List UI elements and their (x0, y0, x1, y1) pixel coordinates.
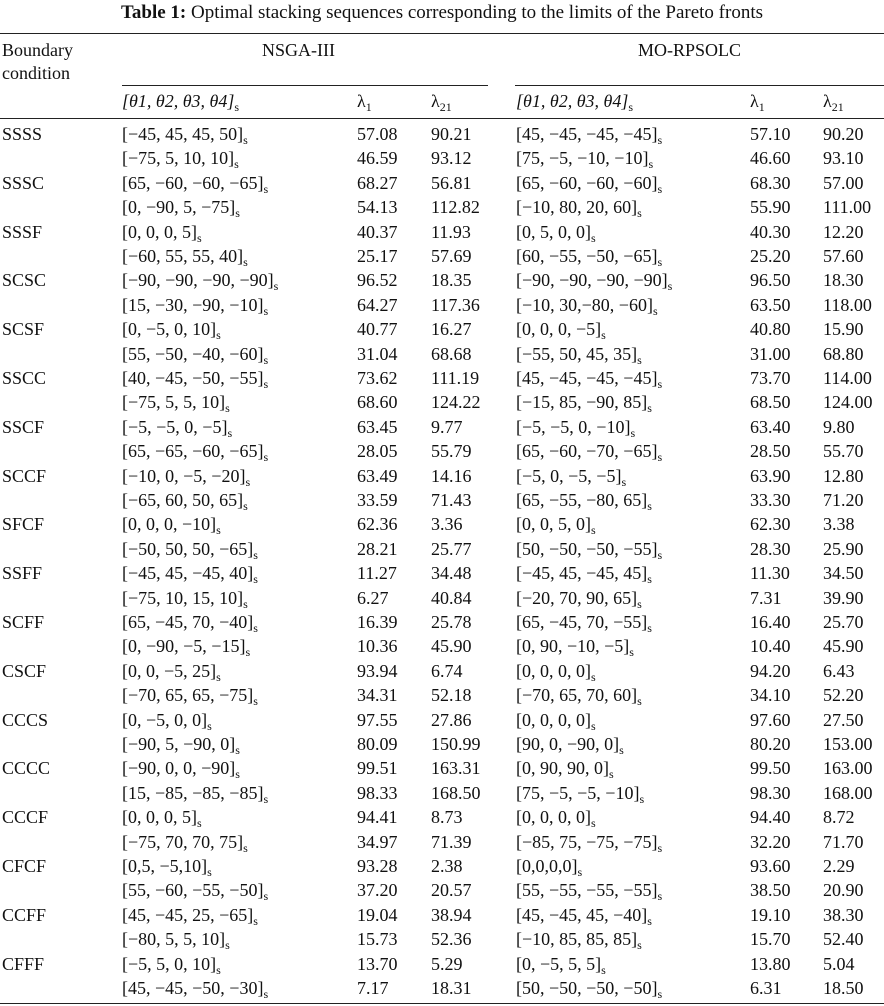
cell-morpsolc-lambda21: 153.00 (823, 734, 873, 754)
cell-morpsolc-lambda21: 118.00 (823, 294, 872, 315)
cell-morpsolc-lambda1: 31.00 (750, 343, 791, 364)
cell-nsga-lambda21: 90.21 (431, 124, 472, 144)
cell-morpsolc-lambda1: 99.50 (750, 758, 791, 779)
cell-morpsolc-lambda1: 28.50 (750, 441, 791, 462)
cell-morpsolc-sequence: [−10, 30,−80, $-60]_s$ (516, 294, 658, 318)
cell-nsga-lambda21: 57.69 (431, 246, 472, 266)
cell-nsga-sequence: [0, 0, 0, $-10]_s$ (122, 514, 221, 538)
cell-boundary: CCFF (2, 904, 47, 925)
cell-morpsolc-lambda21: 18.50 (823, 978, 864, 998)
cell-nsga-lambda21: 27.86 (431, 709, 472, 730)
cell-boundary: CSCF (2, 660, 47, 681)
cell-morpsolc-lambda21: 45.90 (823, 636, 864, 657)
cell-nsga-lambda1: 33.59 (357, 490, 398, 510)
cell-morpsolc-lambda21: 68.80 (823, 343, 864, 364)
cell-morpsolc-lambda1: 80.20 (750, 734, 791, 754)
cell-morpsolc-lambda21: 18.30 (823, 270, 864, 291)
cell-morpsolc-lambda1: 7.31 (750, 587, 782, 608)
cell-nsga-lambda21: 5.29 (431, 953, 463, 974)
cell-nsga-lambda21: 55.79 (431, 441, 472, 462)
cell-boundary: SSSC (2, 172, 45, 193)
cell-morpsolc-lambda1: 40.30 (750, 221, 791, 242)
cell-nsga-sequence: [45, −45, −50, $-30]_s$ (122, 978, 269, 1001)
caption-label: Table 1: (120, 2, 187, 23)
cell-morpsolc-sequence: [−15, 85, −90, $85]_s$ (516, 392, 652, 416)
cell-nsga-lambda1: 68.27 (357, 172, 398, 193)
cell-nsga-lambda21: 14.16 (431, 465, 472, 486)
cell-nsga-lambda1: 31.04 (357, 343, 398, 364)
cell-nsga-lambda1: 28.21 (357, 538, 398, 559)
cell-nsga-sequence: [−70, 65, 65, $-75]_s$ (122, 685, 258, 709)
cell-nsga-sequence: [−50, 50, 50, $-65]_s$ (122, 538, 258, 562)
cell-morpsolc-sequence: [65, −55, −80, $65]_s$ (516, 490, 652, 513)
cell-nsga-lambda21: 150.99 (431, 734, 481, 754)
cell-morpsolc-sequence: $[0,0,0,0]_s$ (516, 856, 583, 879)
cell-nsga-lambda1: 54.13 (357, 197, 398, 218)
cell-morpsolc-lambda1: 63.40 (750, 416, 791, 437)
cell-morpsolc-lambda1: 33.30 (750, 490, 791, 510)
cell-morpsolc-lambda1: 38.50 (750, 880, 791, 901)
cell-nsga-lambda1: 46.59 (357, 148, 398, 169)
cell-nsga-lambda1: 11.27 (357, 563, 397, 584)
cell-nsga-lambda21: 52.36 (431, 929, 472, 950)
cell-nsga-lambda21: 71.43 (431, 490, 472, 510)
cell-boundary: SCSF (2, 319, 45, 340)
bottom-rule (0, 1003, 884, 1004)
cell-morpsolc-sequence: [90, 0, −90, $0]_s$ (516, 734, 624, 757)
cell-morpsolc-lambda21: 38.30 (823, 904, 864, 925)
cell-nsga-sequence: [0, −5, 0, $0]_s$ (122, 709, 212, 733)
cell-morpsolc-lambda1: 25.20 (750, 246, 791, 266)
cell-morpsolc-sequence: [65, −60, −60, $-60]_s$ (516, 172, 663, 196)
header-lambda1-nsga: $\lambda_1$ (357, 91, 372, 114)
cell-nsga-sequence: [−75, 10, 15, $10]_s$ (122, 587, 248, 611)
cell-morpsolc-lambda1: 19.10 (750, 904, 791, 925)
cell-morpsolc-sequence: [0, −5, 5, $5]_s$ (516, 953, 606, 977)
cell-morpsolc-lambda1: 68.50 (750, 392, 791, 413)
header-seq-nsga: [θ1, θ2, θ3, $\theta 4]_s$ (122, 91, 240, 114)
cell-morpsolc-lambda21: 25.90 (823, 538, 864, 559)
cell-morpsolc-sequence: [60, −55, −50, $-65]_s$ (516, 246, 663, 269)
cell-morpsolc-sequence: [−70, 65, 70, $60]_s$ (516, 685, 642, 709)
cell-nsga-lambda21: 6.74 (431, 660, 463, 681)
cell-morpsolc-lambda21: 5.04 (823, 953, 855, 974)
cell-nsga-sequence: [−60, 55, 55, $40]_s$ (122, 246, 248, 269)
cell-nsga-lambda1: 16.39 (357, 612, 398, 632)
cell-morpsolc-lambda21: 15.90 (823, 319, 864, 340)
cell-nsga-lambda21: 3.36 (431, 514, 463, 535)
cell-nsga-sequence: [0, 0, 0, $5]_s$ (122, 807, 202, 831)
cell-boundary: CCCF (2, 807, 49, 828)
cell-morpsolc-sequence: [0, 0, 0, $0]_s$ (516, 709, 596, 733)
cell-morpsolc-lambda1: 96.50 (750, 270, 791, 291)
cell-morpsolc-lambda21: 52.20 (823, 685, 864, 706)
cell-nsga-lambda1: 13.70 (357, 953, 398, 974)
cell-nsga-lambda21: 68.68 (431, 343, 472, 364)
cell-boundary: SFCF (2, 514, 45, 535)
cell-morpsolc-lambda1: 13.80 (750, 953, 791, 974)
cell-morpsolc-lambda1: 63.90 (750, 465, 791, 486)
cell-nsga-lambda1: 28.05 (357, 441, 398, 462)
cell-morpsolc-lambda21: 124.00 (823, 392, 873, 413)
cell-nsga-sequence: [55, −60, −55, $-50]_s$ (122, 880, 269, 904)
cell-morpsolc-lambda21: 55.70 (823, 441, 864, 462)
cell-morpsolc-sequence: [0, 5, 0, $0]_s$ (516, 221, 596, 245)
cell-nsga-lambda1: 25.17 (357, 246, 398, 266)
cell-morpsolc-lambda21: 114.00 (823, 368, 872, 388)
cell-boundary: CCCS (2, 709, 49, 730)
cell-morpsolc-lambda1: 62.30 (750, 514, 791, 535)
cell-nsga-sequence: [−75, 70, 70, $75]_s$ (122, 831, 248, 855)
cell-morpsolc-sequence: [−45, 45, −45, $45]_s$ (516, 563, 652, 587)
group-rule-morpsolc (515, 85, 884, 86)
cell-morpsolc-sequence: [0, 90, −10, $-5]_s$ (516, 636, 634, 660)
cell-nsga-lambda21: 111.19 (431, 368, 480, 388)
header-boundary-line2: condition (2, 63, 70, 83)
cell-nsga-lambda1: 10.36 (357, 636, 398, 657)
cell-nsga-lambda1: 34.97 (357, 831, 398, 852)
cell-morpsolc-lambda21: 20.90 (823, 880, 864, 901)
cell-nsga-sequence: [0, 0, −5, $25]_s$ (122, 660, 221, 684)
cell-morpsolc-lambda1: 55.90 (750, 197, 791, 218)
cell-nsga-lambda1: 40.37 (357, 221, 398, 242)
cell-nsga-lambda1: 57.08 (357, 124, 398, 144)
cell-nsga-sequence: [−80, 5, 5, $10]_s$ (122, 929, 230, 953)
cell-morpsolc-lambda1: 93.60 (750, 856, 791, 876)
cell-nsga-lambda1: 93.28 (357, 856, 398, 876)
cell-nsga-lambda21: 117.36 (431, 294, 480, 315)
cell-morpsolc-sequence: [50, −50, −50, $-55]_s$ (516, 538, 663, 562)
header-rule (0, 118, 884, 119)
header-group-morpsolc: MO-RPSOLC (638, 40, 742, 60)
cell-nsga-lambda21: 168.50 (431, 782, 481, 803)
cell-morpsolc-sequence: [−20, 70, 90, $65]_s$ (516, 587, 642, 611)
cell-morpsolc-sequence: [−10, 80, 20, $60]_s$ (516, 197, 642, 221)
cell-nsga-lambda21: 16.27 (431, 319, 472, 340)
cell-nsga-sequence: [15, −85, −85, $-85]_s$ (122, 782, 269, 806)
cell-nsga-lambda21: 25.78 (431, 612, 472, 632)
cell-nsga-sequence: [65, −60, −60, $-65]_s$ (122, 172, 269, 196)
cell-morpsolc-lambda1: 94.20 (750, 660, 791, 681)
cell-nsga-lambda1: 6.27 (357, 587, 389, 608)
table-caption (0, 2, 884, 24)
cell-morpsolc-lambda21: 90.20 (823, 124, 864, 144)
cell-nsga-sequence: [0, −90, −5, $-15]_s$ (122, 636, 251, 660)
cell-morpsolc-lambda21: 12.80 (823, 465, 864, 486)
cell-morpsolc-lambda21: 27.50 (823, 709, 864, 730)
cell-morpsolc-sequence: [50, −50, −50, $-50]_s$ (516, 978, 663, 1001)
cell-morpsolc-sequence: [45, −45, −45, $-45]_s$ (516, 124, 663, 147)
cell-morpsolc-sequence: [55, −55, −55, $-55]_s$ (516, 880, 663, 904)
cell-morpsolc-lambda1: 46.60 (750, 148, 791, 169)
cell-nsga-sequence: [−75, 5, 10, $10]_s$ (122, 148, 239, 172)
cell-morpsolc-lambda21: 111.00 (823, 197, 872, 218)
cell-morpsolc-lambda1: 15.70 (750, 929, 791, 950)
cell-nsga-lambda1: 96.52 (357, 270, 398, 291)
cell-boundary: SSSF (2, 221, 43, 242)
cell-boundary: SSSS (2, 124, 43, 144)
cell-nsga-sequence: [−90, −90, −90, $-90]_s$ (122, 270, 279, 294)
cell-morpsolc-sequence: [−85, 75, −75, $-75]_s$ (516, 831, 663, 855)
cell-morpsolc-lambda1: 73.70 (750, 368, 791, 388)
cell-morpsolc-lambda21: 2.29 (823, 856, 855, 876)
cell-morpsolc-lambda1: 11.30 (750, 563, 790, 584)
cell-nsga-lambda1: 37.20 (357, 880, 398, 901)
cell-boundary: SCFF (2, 612, 45, 632)
cell-nsga-sequence: [−65, 60, 50, $65]_s$ (122, 490, 248, 513)
cell-nsga-sequence: [−90, 0, 0, $-90]_s$ (122, 758, 240, 782)
cell-nsga-sequence: [−75, 5, 5, $10]_s$ (122, 392, 230, 416)
cell-morpsolc-lambda21: 57.60 (823, 246, 864, 266)
cell-nsga-lambda1: 7.17 (357, 978, 389, 998)
cell-nsga-lambda21: 124.22 (431, 392, 481, 413)
cell-boundary: SSCC (2, 368, 47, 388)
cell-nsga-sequence: [0, −5, 0, $10]_s$ (122, 319, 221, 343)
cell-nsga-lambda21: 40.84 (431, 587, 472, 608)
cell-morpsolc-lambda1: 16.40 (750, 612, 791, 632)
cell-morpsolc-lambda21: 3.38 (823, 514, 855, 535)
cell-nsga-sequence: [−5, 5, 0, $10]_s$ (122, 953, 221, 977)
cell-nsga-lambda1: 63.45 (357, 416, 398, 437)
cell-nsga-lambda1: 98.33 (357, 782, 398, 803)
cell-nsga-lambda21: 52.18 (431, 685, 472, 706)
cell-morpsolc-sequence: [0, 0, 5, $0]_s$ (516, 514, 596, 538)
cell-morpsolc-lambda21: 39.90 (823, 587, 864, 608)
cell-morpsolc-lambda1: 63.50 (750, 294, 791, 315)
cell-nsga-lambda21: 112.82 (431, 197, 480, 218)
cell-nsga-lambda1: 15.73 (357, 929, 398, 950)
cell-boundary: SSFF (2, 563, 43, 584)
cell-boundary: SCCF (2, 465, 47, 486)
cell-nsga-lambda21: 45.90 (431, 636, 472, 657)
cell-nsga-sequence: [−5, −5, 0, $-5]_s$ (122, 416, 233, 440)
header-boundary-line1: Boundary (2, 40, 73, 60)
caption-text: Optimal stacking sequences corresponding to the limits of the Pareto fronts (191, 2, 764, 23)
cell-nsga-lambda21: 71.39 (431, 831, 472, 852)
cell-nsga-lambda21: 25.77 (431, 538, 472, 559)
cell-morpsolc-lambda1: 68.30 (750, 172, 791, 193)
cell-morpsolc-lambda1: 34.10 (750, 685, 791, 706)
cell-nsga-lambda21: 163.31 (431, 758, 481, 779)
cell-morpsolc-lambda1: 40.80 (750, 319, 791, 340)
top-rule (0, 33, 884, 34)
cell-morpsolc-sequence: [0, 0, 0, $0]_s$ (516, 807, 596, 831)
cell-nsga-lambda21: 38.94 (431, 904, 472, 925)
cell-morpsolc-lambda1: 57.10 (750, 124, 791, 144)
header-lambda1-morpsolc: $\lambda_1$ (750, 91, 765, 114)
cell-morpsolc-lambda1: 10.40 (750, 636, 791, 657)
cell-morpsolc-lambda21: 52.40 (823, 929, 864, 950)
cell-nsga-sequence: [65, −65, −60, $-65]_s$ (122, 441, 269, 465)
cell-morpsolc-sequence: [45, −45, −45, $-45]_s$ (516, 368, 663, 391)
group-rule-nsga (122, 85, 488, 86)
cell-morpsolc-lambda21: 25.70 (823, 612, 864, 632)
cell-morpsolc-sequence: [−5, −5, 0, $-10]_s$ (516, 416, 636, 440)
cell-morpsolc-lambda21: 71.20 (823, 490, 864, 510)
cell-nsga-sequence: [0, −90, 5, $-75]_s$ (122, 197, 240, 221)
cell-morpsolc-sequence: [−55, 50, 45, $35]_s$ (516, 343, 642, 367)
cell-morpsolc-lambda21: 34.50 (823, 563, 864, 584)
cell-nsga-lambda1: 40.77 (357, 319, 398, 340)
cell-nsga-lambda21: 8.73 (431, 807, 463, 828)
cell-morpsolc-lambda21: 9.80 (823, 416, 855, 437)
cell-nsga-sequence: [15, −30, −90, $-10]_s$ (122, 294, 269, 318)
cell-nsga-sequence: [65, −45, 70, $-40]_s$ (122, 612, 258, 635)
cell-morpsolc-sequence: [45, −45, 45, $-40]_s$ (516, 904, 652, 928)
cell-morpsolc-sequence: [65, −60, −70, $-65]_s$ (516, 441, 663, 465)
cell-morpsolc-sequence: [65, −45, 70, $-55]_s$ (516, 612, 652, 635)
cell-morpsolc-lambda21: 6.43 (823, 660, 855, 681)
cell-nsga-lambda1: 73.62 (357, 368, 398, 388)
cell-morpsolc-lambda21: 163.00 (823, 758, 873, 779)
cell-morpsolc-lambda21: 12.20 (823, 221, 864, 242)
cell-morpsolc-lambda1: 6.31 (750, 978, 782, 998)
cell-morpsolc-lambda21: 168.00 (823, 782, 873, 803)
cell-nsga-lambda21: 20.57 (431, 880, 472, 901)
cell-nsga-sequence: [−10, 0, −5, $-20]_s$ (122, 465, 251, 489)
cell-morpsolc-lambda21: 71.70 (823, 831, 864, 852)
cell-nsga-lambda1: 97.55 (357, 709, 398, 730)
cell-morpsolc-sequence: [−90, −90, −90, $-90]_s$ (516, 270, 673, 294)
cell-boundary: CFFF (2, 953, 45, 974)
cell-morpsolc-sequence: [0, 90, 90, $0]_s$ (516, 758, 614, 782)
cell-nsga-lambda1: 68.60 (357, 392, 398, 413)
cell-morpsolc-sequence: [0, 0, 0, $-5]_s$ (516, 319, 606, 343)
cell-nsga-sequence: [0,5, $-5,10]_s$ (122, 856, 212, 879)
cell-morpsolc-lambda1: 98.30 (750, 782, 791, 803)
cell-nsga-sequence: [−45, 45, −45, $40]_s$ (122, 563, 258, 587)
cell-nsga-sequence: [55, −50, −40, $-60]_s$ (122, 343, 269, 367)
cell-nsga-lambda21: 93.12 (431, 148, 472, 169)
cell-boundary: SCSC (2, 270, 47, 291)
cell-morpsolc-lambda1: 32.20 (750, 831, 791, 852)
cell-nsga-sequence: [0, 0, 0, $5]_s$ (122, 221, 202, 245)
cell-nsga-lambda21: 11.93 (431, 221, 471, 242)
cell-nsga-lambda1: 80.09 (357, 734, 398, 754)
cell-morpsolc-lambda1: 94.40 (750, 807, 791, 828)
cell-nsga-lambda21: 9.77 (431, 416, 463, 437)
cell-morpsolc-sequence: [75, −5, −5, $-10]_s$ (516, 782, 645, 806)
cell-morpsolc-lambda21: 8.72 (823, 807, 855, 828)
cell-morpsolc-lambda1: 28.30 (750, 538, 791, 559)
cell-nsga-lambda21: 2.38 (431, 856, 463, 876)
header-seq-morpsolc: [θ1, θ2, θ3, $\theta 4]_s$ (516, 91, 634, 114)
cell-morpsolc-lambda1: 97.60 (750, 709, 791, 730)
header-lambda21-morpsolc: $\lambda_{21}$ (823, 91, 844, 114)
cell-morpsolc-sequence: [−5, 0, −5, $-5]_s$ (516, 465, 627, 489)
cell-nsga-sequence: [−90, 5, −90, $0]_s$ (122, 734, 240, 757)
header-group-nsga: NSGA-III (262, 40, 335, 60)
cell-morpsolc-sequence: [−10, 85, 85, $85]_s$ (516, 929, 642, 953)
cell-nsga-lambda1: 99.51 (357, 758, 398, 779)
cell-boundary: CCCC (2, 758, 51, 779)
cell-nsga-lambda1: 93.94 (357, 660, 398, 681)
cell-nsga-lambda21: 18.31 (431, 978, 472, 998)
cell-morpsolc-sequence: [0, 0, 0, $0]_s$ (516, 660, 596, 684)
cell-nsga-lambda1: 19.04 (357, 904, 398, 925)
cell-nsga-lambda21: 18.35 (431, 270, 472, 291)
cell-nsga-lambda1: 34.31 (357, 685, 398, 706)
cell-nsga-lambda1: 63.49 (357, 465, 398, 486)
cell-nsga-lambda21: 34.48 (431, 563, 472, 584)
cell-morpsolc-lambda21: 93.10 (823, 148, 864, 169)
cell-nsga-lambda1: 62.36 (357, 514, 398, 535)
cell-nsga-lambda1: 64.27 (357, 294, 398, 315)
header-lambda21-nsga: $\lambda_{21}$ (431, 91, 452, 114)
cell-nsga-lambda1: 94.41 (357, 807, 398, 828)
cell-boundary: CFCF (2, 856, 47, 876)
cell-boundary: SSCF (2, 416, 45, 437)
cell-nsga-sequence: [−45, 45, 45, $50]_s$ (122, 124, 248, 147)
cell-morpsolc-sequence: [75, −5, −10, $-10]_s$ (516, 148, 654, 172)
cell-morpsolc-lambda21: 57.00 (823, 172, 864, 193)
cell-nsga-sequence: [45, −45, 25, $-65]_s$ (122, 904, 258, 928)
cell-nsga-sequence: [40, −45, −50, $-55]_s$ (122, 368, 269, 391)
cell-nsga-lambda21: 56.81 (431, 172, 472, 193)
